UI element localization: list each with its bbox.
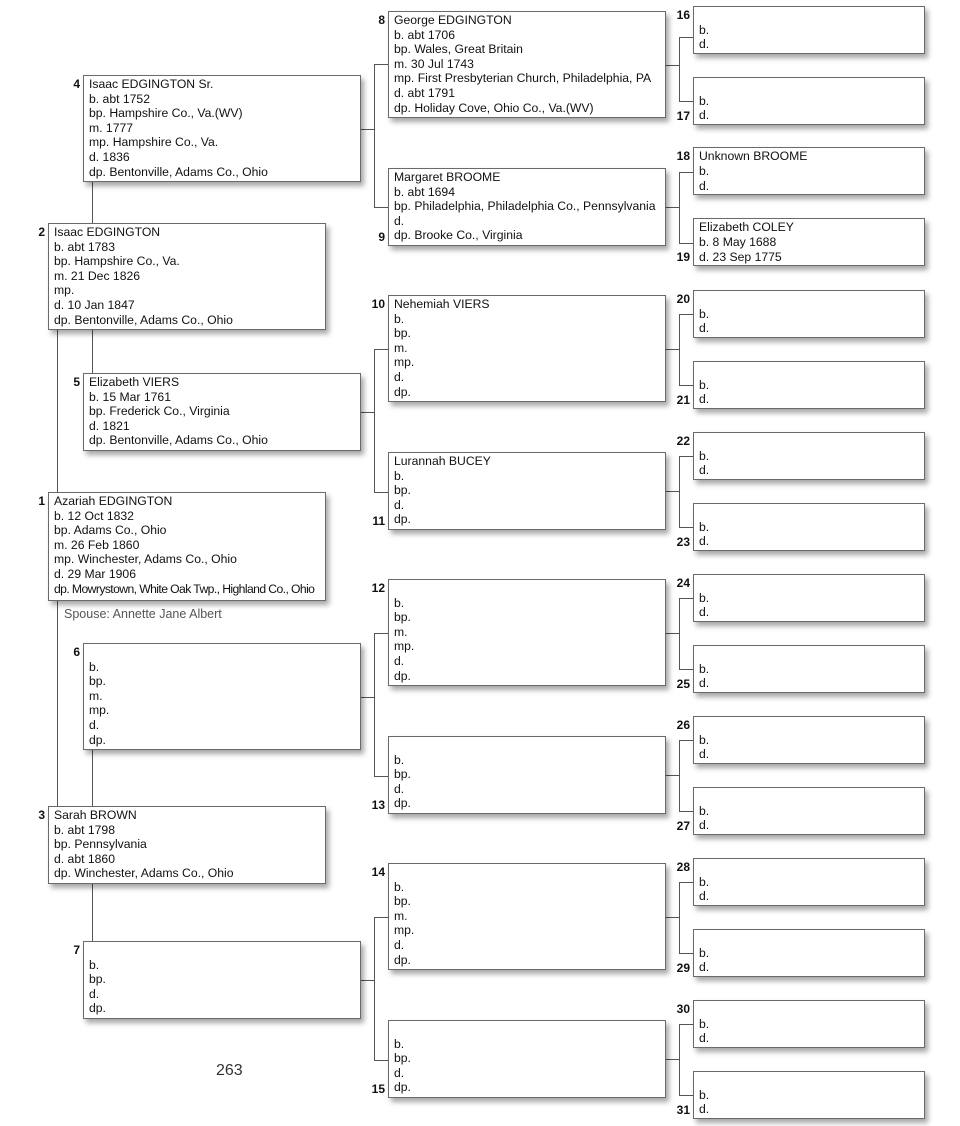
person-fact: mp. bbox=[394, 639, 415, 654]
person-name: Margaret BROOME bbox=[394, 170, 501, 184]
person-fact: dp. Holiday Cove, Ohio Co., Va.(WV) bbox=[394, 100, 594, 115]
person-name bbox=[394, 1022, 665, 1037]
person-fact: d. bbox=[394, 937, 405, 952]
connector-line bbox=[361, 980, 374, 981]
ahnentafel-number: 24 bbox=[676, 576, 690, 590]
person-fact: m. bbox=[394, 908, 408, 923]
person-box[interactable] bbox=[48, 492, 326, 601]
connector-line bbox=[679, 953, 693, 954]
connector-line bbox=[361, 697, 374, 698]
person-box[interactable] bbox=[83, 643, 361, 750]
person-box[interactable] bbox=[693, 929, 925, 977]
connector-line bbox=[374, 492, 388, 493]
ahnentafel-number: 9 bbox=[378, 230, 385, 244]
person-name bbox=[699, 505, 924, 520]
connector-line bbox=[666, 349, 679, 350]
person-fact: b. bbox=[699, 945, 710, 960]
person-fact: b. bbox=[699, 661, 710, 676]
person-name bbox=[699, 434, 924, 449]
connector-line bbox=[374, 633, 375, 777]
person-fact: m. bbox=[394, 624, 408, 639]
person-name bbox=[394, 738, 665, 753]
ahnentafel-number: 30 bbox=[676, 1002, 690, 1016]
person-fact: bp. bbox=[89, 972, 106, 987]
connector-line bbox=[679, 598, 680, 670]
ahnentafel-number: 13 bbox=[371, 798, 385, 812]
person-fact: b. bbox=[699, 306, 710, 321]
connector-line bbox=[679, 811, 693, 812]
person-fact: b. bbox=[699, 377, 710, 392]
person-fact: mp. bbox=[89, 703, 110, 718]
person-fact: d. bbox=[394, 369, 405, 384]
person-box[interactable] bbox=[388, 452, 666, 530]
person-fact: d. bbox=[699, 747, 710, 762]
person-name bbox=[699, 363, 924, 378]
person-box[interactable] bbox=[693, 361, 925, 409]
connector-line bbox=[679, 882, 680, 954]
connector-line bbox=[679, 314, 680, 386]
connector-line bbox=[679, 172, 680, 244]
person-fact: d. 23 Sep 1775 bbox=[699, 250, 782, 264]
connector-line bbox=[666, 207, 679, 208]
person-box[interactable] bbox=[48, 223, 326, 330]
connector-line bbox=[679, 669, 693, 670]
person-fact: dp. bbox=[394, 512, 411, 527]
person-fact: m. bbox=[394, 340, 408, 355]
ahnentafel-number: 27 bbox=[676, 819, 690, 833]
person-fact: dp. Bentonville, Adams Co., Ohio bbox=[89, 164, 268, 179]
ahnentafel-number: 29 bbox=[676, 961, 690, 975]
person-fact: dp. bbox=[394, 1080, 411, 1095]
person-fact: m. 21 Dec 1826 bbox=[54, 268, 141, 283]
person-name bbox=[699, 292, 924, 307]
ahnentafel-number: 23 bbox=[676, 535, 690, 549]
person-name: Lurannah BUCEY bbox=[394, 454, 491, 468]
connector-line bbox=[679, 598, 693, 599]
person-name bbox=[699, 860, 924, 875]
page-number: 263 bbox=[216, 1062, 243, 1079]
person-fact: d. bbox=[699, 392, 710, 407]
connector-line bbox=[92, 750, 93, 806]
ahnentafel-number: 4 bbox=[73, 77, 80, 91]
connector-line bbox=[92, 182, 93, 223]
person-fact: d. bbox=[699, 108, 710, 123]
person-fact: bp. Wales, Great Britain bbox=[394, 42, 523, 57]
connector-line bbox=[679, 243, 693, 244]
person-box[interactable] bbox=[693, 290, 925, 338]
connector-line bbox=[679, 101, 693, 102]
connector-line bbox=[374, 349, 388, 350]
person-fact: dp. bbox=[394, 384, 411, 399]
connector-line bbox=[679, 456, 680, 528]
person-box[interactable] bbox=[693, 1000, 925, 1048]
connector-line bbox=[361, 412, 374, 413]
person-box[interactable] bbox=[388, 1020, 666, 1098]
person-box[interactable] bbox=[48, 806, 326, 884]
connector-line bbox=[679, 740, 693, 741]
connector-line bbox=[374, 207, 388, 208]
connector-line bbox=[374, 917, 388, 918]
person-box[interactable] bbox=[83, 941, 361, 1019]
ahnentafel-number: 6 bbox=[73, 645, 80, 659]
connector-line bbox=[679, 314, 693, 315]
connector-line bbox=[374, 1060, 388, 1061]
person-fact: dp. Brooke Co., Virginia bbox=[394, 228, 523, 243]
person-fact: bp. bbox=[394, 767, 411, 782]
person-fact: d. bbox=[699, 889, 710, 904]
person-fact: dp. Winchester, Adams Co., Ohio bbox=[54, 866, 234, 881]
connector-line bbox=[374, 917, 375, 1061]
person-box[interactable] bbox=[693, 147, 925, 195]
person-name: Azariah EDGINGTON bbox=[54, 494, 173, 508]
person-box[interactable] bbox=[83, 75, 361, 182]
person-fact: mp. Winchester, Adams Co., Ohio bbox=[54, 552, 237, 567]
person-name bbox=[394, 865, 665, 880]
person-fact: dp. bbox=[394, 796, 411, 811]
connector-line bbox=[666, 633, 679, 634]
person-box[interactable] bbox=[388, 579, 666, 686]
ahnentafel-number: 22 bbox=[676, 434, 690, 448]
person-name bbox=[699, 1073, 924, 1088]
person-fact: bp. bbox=[394, 326, 411, 341]
connector-line bbox=[374, 64, 375, 208]
connector-line bbox=[679, 456, 693, 457]
person-fact: d. bbox=[699, 1031, 710, 1046]
person-fact: d. bbox=[394, 653, 405, 668]
person-fact: b. bbox=[89, 957, 100, 972]
person-fact: d. bbox=[699, 676, 710, 691]
person-name: Elizabeth VIERS bbox=[89, 375, 180, 389]
person-fact: dp. Bentonville, Adams Co., Ohio bbox=[89, 433, 268, 448]
person-fact: b. abt 1752 bbox=[89, 91, 150, 106]
person-name: Sarah BROWN bbox=[54, 808, 137, 822]
person-fact: d. 1836 bbox=[89, 149, 130, 164]
person-fact: b. bbox=[699, 1016, 710, 1031]
ahnentafel-number: 17 bbox=[676, 109, 690, 123]
person-name bbox=[89, 943, 360, 958]
person-fact: d. bbox=[394, 1065, 405, 1080]
person-fact: bp. Adams Co., Ohio bbox=[54, 523, 167, 538]
ahnentafel-number: 8 bbox=[378, 13, 385, 27]
person-fact: mp. bbox=[54, 283, 75, 298]
connector-line bbox=[679, 172, 693, 173]
connector-line bbox=[666, 491, 679, 492]
ahnentafel-number: 26 bbox=[676, 718, 690, 732]
connector-line bbox=[666, 775, 679, 776]
person-fact: b. bbox=[699, 93, 710, 108]
person-fact: d. bbox=[699, 1102, 710, 1117]
person-fact: d. bbox=[699, 605, 710, 620]
person-name: Isaac EDGINGTON bbox=[54, 225, 161, 239]
person-fact: b. abt 1798 bbox=[54, 822, 115, 837]
ahnentafel-number: 16 bbox=[676, 8, 690, 22]
person-box[interactable] bbox=[388, 11, 666, 118]
connector-line bbox=[679, 1024, 693, 1025]
person-box[interactable] bbox=[693, 787, 925, 835]
person-fact: b. 12 Oct 1832 bbox=[54, 508, 134, 523]
person-fact: bp. bbox=[89, 674, 106, 689]
connector-line bbox=[92, 330, 93, 373]
person-fact: b. 15 Mar 1761 bbox=[89, 389, 171, 404]
person-box[interactable] bbox=[693, 645, 925, 693]
person-fact: d. bbox=[699, 179, 710, 193]
ahnentafel-number: 19 bbox=[676, 250, 690, 264]
person-name bbox=[699, 789, 924, 804]
person-fact: bp. bbox=[394, 1051, 411, 1066]
person-fact: b. bbox=[699, 519, 710, 534]
person-name bbox=[699, 1002, 924, 1017]
person-box[interactable] bbox=[388, 168, 666, 246]
person-fact: mp. bbox=[394, 923, 415, 938]
person-fact: d. bbox=[699, 534, 710, 549]
connector-line bbox=[374, 349, 375, 493]
person-box[interactable] bbox=[693, 1071, 925, 1119]
ahnentafel-number: 15 bbox=[371, 1082, 385, 1096]
person-fact: m. bbox=[89, 688, 103, 703]
person-fact: b. bbox=[394, 311, 405, 326]
person-fact: d. bbox=[699, 37, 710, 52]
connector-line bbox=[666, 917, 679, 918]
ahnentafel-number: 7 bbox=[73, 943, 80, 957]
person-fact: d. bbox=[394, 781, 405, 796]
person-fact: b. 8 May 1688 bbox=[699, 235, 777, 249]
ahnentafel-number: 25 bbox=[676, 677, 690, 691]
ahnentafel-number: 5 bbox=[73, 375, 80, 389]
person-fact: mp. Hampshire Co., Va. bbox=[89, 135, 219, 150]
person-box[interactable] bbox=[388, 295, 666, 402]
person-fact: dp. bbox=[89, 732, 106, 747]
connector-line bbox=[679, 740, 680, 812]
ahnentafel-number: 10 bbox=[371, 297, 385, 311]
person-box[interactable] bbox=[693, 77, 925, 125]
ahnentafel-number: 2 bbox=[38, 225, 45, 239]
connector-line bbox=[374, 776, 388, 777]
person-name: Isaac EDGINGTON Sr. bbox=[89, 77, 214, 91]
person-fact: b. bbox=[699, 22, 710, 37]
connector-line bbox=[679, 37, 680, 102]
person-fact: dp. Bentonville, Adams Co., Ohio bbox=[54, 312, 233, 327]
connector-line bbox=[679, 385, 693, 386]
person-box[interactable] bbox=[693, 574, 925, 622]
person-fact: mp. bbox=[394, 355, 415, 370]
person-name: Unknown BROOME bbox=[699, 149, 808, 163]
person-fact: b. bbox=[394, 1036, 405, 1051]
person-name bbox=[699, 8, 924, 23]
person-fact: bp. Frederick Co., Virginia bbox=[89, 404, 230, 419]
person-fact: b. bbox=[394, 879, 405, 894]
ahnentafel-number: 21 bbox=[676, 393, 690, 407]
connector-line bbox=[679, 882, 693, 883]
person-fact: b. abt 1783 bbox=[54, 239, 115, 254]
person-box[interactable] bbox=[693, 6, 925, 54]
person-fact: m. 26 Feb 1860 bbox=[54, 537, 140, 552]
person-name: Elizabeth COLEY bbox=[699, 220, 794, 234]
person-fact: bp. bbox=[394, 483, 411, 498]
person-fact: d. bbox=[394, 213, 405, 228]
person-fact: b. bbox=[699, 1087, 710, 1102]
ahnentafel-number: 20 bbox=[676, 292, 690, 306]
person-box[interactable] bbox=[693, 716, 925, 764]
connector-line bbox=[679, 1095, 693, 1096]
connector-line bbox=[92, 884, 93, 941]
person-fact: d. bbox=[89, 717, 100, 732]
person-fact: b. bbox=[699, 803, 710, 818]
person-box[interactable] bbox=[693, 858, 925, 906]
person-fact: b. bbox=[89, 659, 100, 674]
connector-line bbox=[361, 129, 374, 130]
ahnentafel-number: 12 bbox=[371, 581, 385, 595]
connector-line bbox=[374, 64, 388, 65]
person-fact: b. bbox=[699, 874, 710, 889]
connector-line bbox=[666, 1059, 679, 1060]
person-fact: mp. First Presbyterian Church, Philadelphia, PA bbox=[394, 71, 652, 86]
person-fact: d. 1821 bbox=[89, 418, 130, 433]
person-fact: d. abt 1860 bbox=[54, 851, 115, 866]
ahnentafel-number: 1 bbox=[38, 494, 45, 508]
connector-line bbox=[679, 527, 693, 528]
person-box[interactable] bbox=[388, 736, 666, 814]
person-fact: d. bbox=[394, 497, 405, 512]
person-fact: b. bbox=[394, 468, 405, 483]
person-fact: bp. Philadelphia, Philadelphia Co., Pennsylvania bbox=[394, 199, 656, 214]
person-fact: bp. Hampshire Co., Va. bbox=[54, 254, 180, 269]
ahnentafel-number: 31 bbox=[676, 1103, 690, 1117]
person-fact: d. bbox=[699, 960, 710, 975]
person-fact: d. bbox=[699, 321, 710, 336]
connector-line bbox=[666, 65, 679, 66]
person-fact: bp. Hampshire Co., Va.(WV) bbox=[89, 106, 243, 121]
ahnentafel-number: 14 bbox=[371, 865, 385, 879]
person-name bbox=[699, 647, 924, 662]
person-fact: dp. bbox=[89, 1001, 106, 1016]
person-name bbox=[699, 576, 924, 591]
person-fact: d. bbox=[89, 986, 100, 1001]
person-fact: d. abt 1791 bbox=[394, 85, 455, 100]
person-fact: b. bbox=[394, 752, 405, 767]
connector-line bbox=[57, 601, 58, 806]
spouse-note: Spouse: Annette Jane Albert bbox=[64, 607, 222, 621]
person-name bbox=[699, 718, 924, 733]
person-box[interactable] bbox=[693, 218, 925, 266]
person-fact: b. bbox=[699, 590, 710, 605]
connector-line bbox=[679, 37, 693, 38]
person-box[interactable] bbox=[83, 373, 361, 451]
person-fact: b. bbox=[394, 595, 405, 610]
connector-line bbox=[374, 633, 388, 634]
person-box[interactable] bbox=[693, 503, 925, 551]
person-name bbox=[699, 931, 924, 946]
ahnentafel-number: 3 bbox=[38, 808, 45, 822]
ahnentafel-number: 11 bbox=[372, 514, 385, 528]
person-name: George EDGINGTON bbox=[394, 13, 512, 27]
person-name: Nehemiah VIERS bbox=[394, 297, 490, 311]
person-box[interactable] bbox=[388, 863, 666, 970]
person-fact: bp. bbox=[394, 610, 411, 625]
person-fact: dp. bbox=[394, 952, 411, 967]
ahnentafel-number: 18 bbox=[676, 149, 690, 163]
person-fact: dp. bbox=[394, 668, 411, 683]
person-fact: dp. Mowrystown, White Oak Twp., Highland Co., Ohio bbox=[54, 581, 315, 596]
person-fact: m. 1777 bbox=[89, 120, 134, 135]
person-fact: bp. bbox=[394, 894, 411, 909]
person-fact: b. bbox=[699, 448, 710, 463]
person-fact: d. 29 Mar 1906 bbox=[54, 566, 136, 581]
person-fact: bp. Pennsylvania bbox=[54, 837, 147, 852]
connector-line bbox=[57, 330, 58, 492]
person-fact: b. abt 1706 bbox=[394, 27, 455, 42]
ahnentafel-number: 28 bbox=[676, 860, 690, 874]
person-fact: b. bbox=[699, 164, 710, 178]
person-name bbox=[699, 79, 924, 94]
person-fact: b. abt 1694 bbox=[394, 184, 455, 199]
person-fact: d. 10 Jan 1847 bbox=[54, 297, 135, 312]
person-fact: b. bbox=[699, 732, 710, 747]
person-fact: d. bbox=[699, 818, 710, 833]
person-name bbox=[89, 645, 360, 660]
connector-line bbox=[679, 1024, 680, 1096]
person-fact: m. 30 Jul 1743 bbox=[394, 56, 474, 71]
person-name bbox=[394, 581, 665, 596]
person-fact: d. bbox=[699, 463, 710, 478]
person-box[interactable] bbox=[693, 432, 925, 480]
